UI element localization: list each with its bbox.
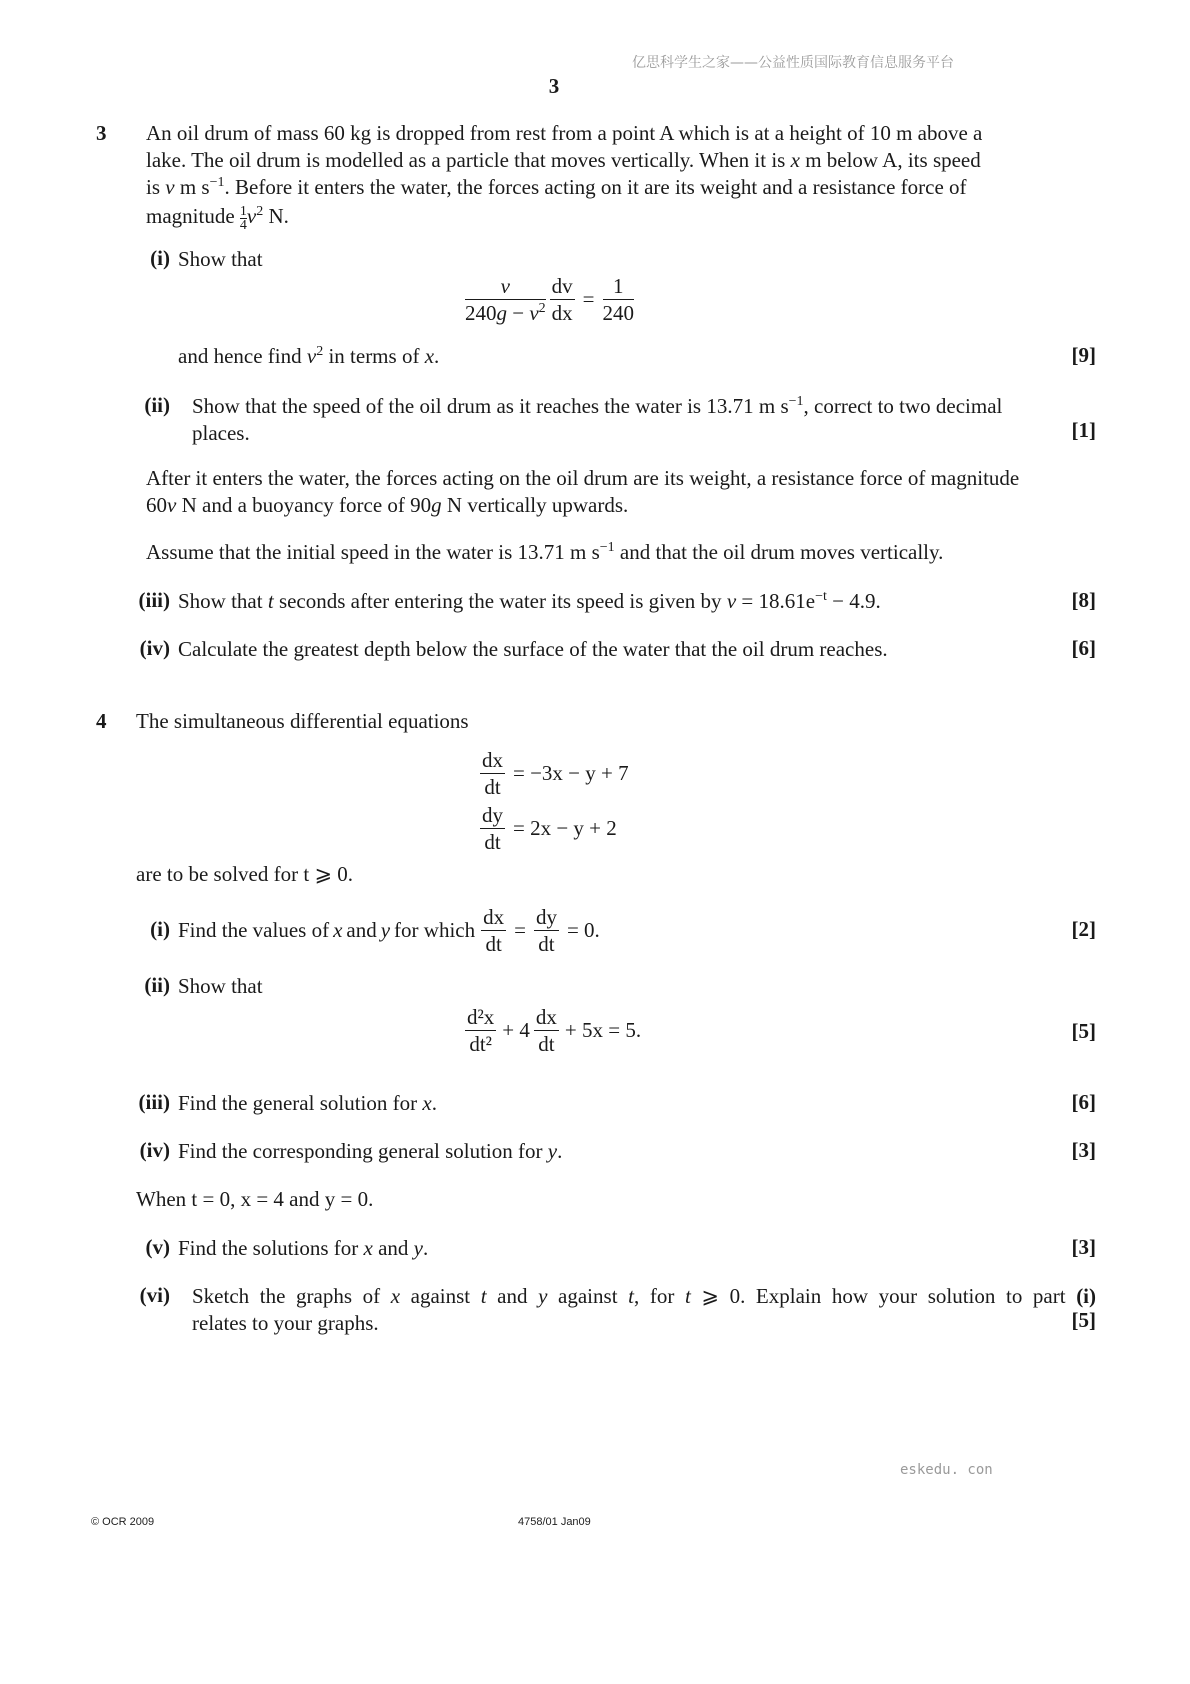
q3-part-i-hence: and hence find $v^2$ in terms of x.	[178, 344, 440, 368]
watermark-bottom: eskedu. con	[900, 1462, 993, 1478]
q3-part-iv-text: Calculate the greatest depth below the surface of the water that the oil drum reaches.	[178, 637, 888, 661]
q3-intro-line-1: An oil drum of mass 60 kg is dropped from rest from a point A which is at a height of 10 m above a	[146, 121, 983, 145]
q4-part-iii-label: (iii)	[138, 1090, 170, 1114]
q3-part-i-label: (i)	[150, 246, 170, 270]
q4-part-ii-mark: [5]	[1071, 1019, 1096, 1043]
q3-part-ii-mark: [1]	[1071, 418, 1096, 442]
q4-part-i-text: Find the values of x and y for which $\frac{dx}{dt}$ = $\frac{dy}{dt}$ = 0.	[178, 905, 600, 956]
q3-part-i-text: Show that	[178, 247, 263, 271]
question-4-number: 4	[96, 709, 107, 733]
q4-second-order-de: $\frac{\text{d²x}}{\text{dt²}}$ + 4 $\frac{dx}{dt}$ + 5x = 5.	[467, 1005, 642, 1056]
q4-part-iv-mark: [3]	[1071, 1138, 1096, 1162]
q3-part-iii-text: Show that t seconds after entering the water its speed is given by $v = 18.61e^{-t} - 4.9$.	[178, 589, 881, 613]
q4-part-v-mark: [3]	[1071, 1235, 1096, 1259]
q3-part-iii-label: (iii)	[138, 588, 170, 612]
q3-eq-fraction-dvdx: $\frac{dv}{dx}$	[551, 274, 573, 325]
q4-system	[480, 747, 629, 855]
q3-part-i-mark: [9]	[1071, 343, 1096, 367]
q4-part-i-mark: [2]	[1071, 917, 1096, 941]
q4-intro: The simultaneous differential equations	[136, 709, 469, 733]
watermark-top: 亿思科学生之家——公益性质国际教育信息服务平台	[632, 55, 954, 71]
q4-part-ii-label: (ii)	[144, 973, 170, 997]
q3-intro-line-4: magnitude $\frac{1}{4}$ $v^2$ N.	[146, 203, 289, 233]
q4-part-vi-text: Sketch the graphs of x against t and y against t, for t ⩾ 0. Explain how your solution to part (i) relates to your graphs.	[192, 1284, 1097, 1335]
q3-intro-line-2: lake. The oil drum is modelled as a particle that moves vertically. When it is x m below A, its speed	[146, 148, 981, 172]
q3-part-iv-mark: [6]	[1071, 636, 1096, 660]
q4-part-iv-text: Find the corresponding general solution for y.	[178, 1139, 563, 1163]
q4-part-v-text: Find the solutions for x and y.	[178, 1236, 429, 1260]
q3-eq-fraction-rhs: $\frac{1}{240}$	[602, 274, 635, 325]
q3-eq-fraction-lhs: $\frac{v}{240g - v^2}$	[465, 274, 546, 325]
q3-part-ii-label: (ii)	[144, 393, 170, 417]
q4-part-i-label: (i)	[150, 917, 170, 941]
question-3-intro	[146, 120, 1096, 232]
q3-water-paragraph: After it enters the water, the forces acting on the oil drum are its weight, a resistance force of magnitude 60v N and a buoyancy force of 90g N vertically upwards.	[146, 466, 1020, 517]
q4-part-vi-label: (vi)	[139, 1283, 170, 1307]
page-number: 3	[548, 74, 560, 98]
q3-intro-line-3: is v m $s^{-1}$. Before it enters the water, the forces acting on it are its weight and a resistance force of	[146, 175, 967, 199]
footer-copyright: © OCR 2009	[91, 1516, 155, 1528]
q4-initial-conditions: When t = 0, x = 4 and y = 0.	[136, 1187, 374, 1211]
q4-part-iv-label: (iv)	[139, 1138, 170, 1162]
question-3-number: 3	[96, 121, 107, 145]
q3-part-iv-label: (iv)	[139, 636, 170, 660]
q4-part-ii-text: Show that	[178, 974, 263, 998]
q3-part-iii-mark: [8]	[1071, 588, 1096, 612]
footer-paper-code: 4758/01 Jan09	[518, 1516, 591, 1528]
q4-solved: are to be solved for t ⩾ 0.	[136, 862, 354, 886]
q4-part-iii-mark: [6]	[1071, 1090, 1096, 1114]
q4-part-vi-mark: [5]	[1071, 1308, 1096, 1332]
q3-assume: Assume that the initial speed in the water is 13.71 m $s^{-1}$ and that the oil drum moves vertically.	[146, 540, 944, 564]
q4-equation-2: $\frac{dy}{dt}$ = 2x − y + 2	[482, 803, 617, 854]
q4-part-v-label: (v)	[145, 1235, 170, 1259]
quarter-fraction: $\frac{1}{4}$	[239, 203, 247, 233]
q3-part-ii-text: Show that the speed of the oil drum as it reaches the water is 13.71 m $s^{-1}$, correct to two decimal places.	[192, 394, 1003, 445]
q4-part-iii-text: Find the general solution for x.	[178, 1091, 437, 1115]
q3-equation: $\frac{v}{240g - v^2}$ $\frac{dv}{dx}$ = $\frac{1}{240}$	[465, 274, 635, 325]
q4-equation-1: $\frac{dx}{dt}$ = −3x − y + 7	[482, 748, 629, 799]
